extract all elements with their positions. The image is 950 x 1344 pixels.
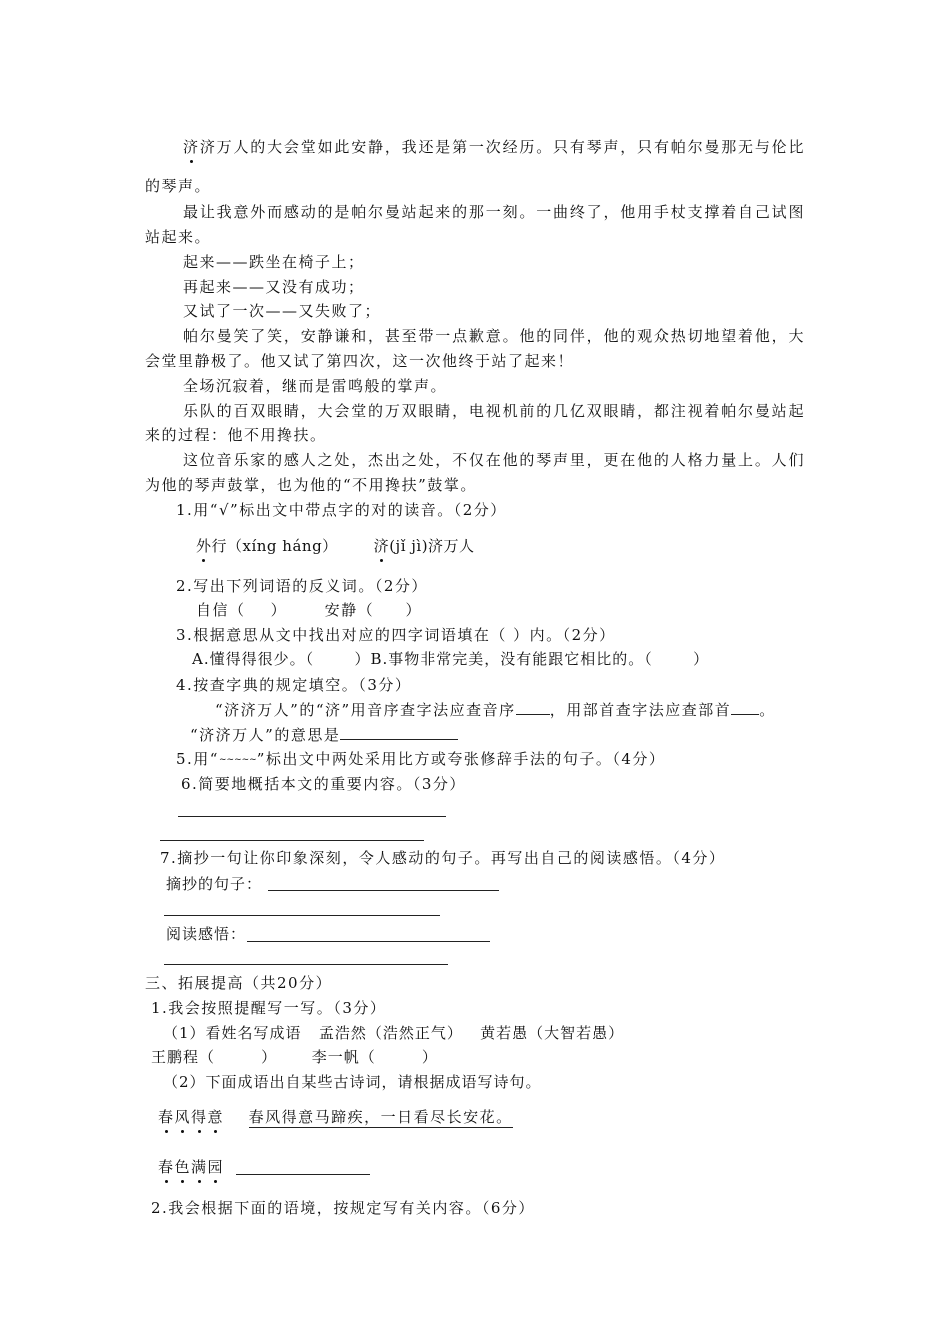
dotted-char: 外	[196, 537, 212, 555]
question-2: 2.写出下列词语的反义词。（2分）	[176, 577, 428, 595]
passage-line: 全场沉寂着，继而是雷鸣般的掌声。	[183, 377, 448, 395]
q1-options	[196, 535, 475, 557]
question-4: 4.按查字典的规定填空。（3分）	[176, 676, 412, 694]
answer-blank[interactable]	[516, 700, 550, 715]
dotted-char: 得	[191, 1108, 208, 1126]
idiom-row-2	[158, 1156, 224, 1178]
dotted-char: 意	[207, 1108, 225, 1126]
answer-blank[interactable]	[340, 725, 458, 740]
dotted-char: 春	[158, 1108, 175, 1126]
q1-option-2: (jǐ jì)济万人	[389, 537, 475, 555]
idiom-2	[158, 1158, 224, 1176]
s3-item-1-2: （2）下面成语出自某些古诗词，请根据成语写诗句。	[163, 1073, 542, 1091]
passage-text: 济万人的大会堂如此安静，我还是第一次经历。只有琴声，只有帕尔曼那无与伦比	[199, 138, 805, 156]
passage-line: 帕尔曼笑了笑，安静谦和，甚至带一点歉意。他的同伴，他的观众热切地望着他，大	[183, 327, 805, 345]
s3-item-1: 1.我会按照提醒写一写。（3分）	[151, 999, 387, 1017]
s3-item-1-1: （1）看姓名写成语 孟浩然（浩然正气） 黄若愚（大智若愚）	[163, 1024, 625, 1042]
question-6: 6.简要地概括本文的重要内容。（3分）	[181, 775, 466, 793]
s3-item-2: 2.我会根据下面的语境，按规定写有关内容。（6分）	[151, 1199, 535, 1217]
dotted-char: 风	[174, 1108, 192, 1126]
q2-items: 自信（ ） 安静（ ）	[196, 601, 423, 619]
answer-line[interactable]	[164, 915, 440, 916]
passage-line: 站起来。	[145, 228, 212, 246]
passage-line: 起来——跌坐在椅子上；	[183, 253, 365, 271]
answer-line[interactable]	[247, 941, 490, 942]
idiom-row-1	[158, 1106, 513, 1128]
answer-line[interactable]	[164, 964, 448, 965]
dotted-char: 园	[207, 1158, 225, 1176]
passage-line: 的琴声。	[145, 177, 212, 195]
answer-line[interactable]	[160, 840, 424, 841]
answer-line[interactable]	[178, 816, 446, 817]
q5-text: 5.用“	[176, 750, 219, 768]
q4-text: 。	[759, 701, 776, 719]
dotted-char: 满	[191, 1158, 208, 1176]
dotted-char: 济	[183, 138, 200, 156]
passage-line: 这位音乐家的感人之处，杰出之处，不仅在他的琴声里，更在他的人格力量上。人们	[183, 451, 805, 469]
passage-line: 再起来——又没有成功；	[183, 278, 365, 296]
question-5	[176, 748, 665, 771]
dotted-char: 济	[373, 537, 390, 555]
answer-line[interactable]	[268, 890, 499, 891]
answer-line[interactable]	[236, 1174, 370, 1175]
passage-line: 会堂里静极了。他又试了第四次，这一次他终于站了起来！	[145, 352, 575, 370]
q3-items: A.懂得得很少。（ ）B.事物非常完美，没有能跟它相比的。（ ）	[192, 650, 710, 668]
question-1: 1.用“√”标出文中带点字的对的读音。（2分）	[176, 501, 507, 519]
dotted-char: 春	[158, 1158, 175, 1176]
idiom-1	[158, 1108, 230, 1126]
wavy-mark: ~~~~~	[218, 755, 257, 765]
section-title: 三、拓展提高（共20分）	[145, 974, 333, 992]
idiom-1-answer[interactable]: 春风得意马蹄疾，一日看尽长安花。	[248, 1108, 513, 1126]
passage-line: 乐队的百双眼睛，大会堂的万双眼睛，电视机前的几亿双眼睛，都注视着帕尔曼站起	[183, 402, 805, 420]
passage-line: 为他的琴声鼓掌，也为他的“不用搀扶”鼓掌。	[145, 476, 477, 494]
question-3: 3.根据意思从文中找出对应的四字词语填在（ ）内。（2分）	[176, 626, 616, 644]
q7-copy-label: 摘抄的句子：	[166, 875, 263, 893]
passage-line: 又试了一次——又失败了；	[183, 302, 382, 320]
q5-text: ”标出文中两处采用比方或夸张修辞手法的句子。（4分）	[256, 750, 666, 768]
q4-text: “济济万人”的意思是	[190, 726, 341, 744]
passage-line	[183, 136, 805, 158]
q4-line-2	[190, 724, 458, 746]
passage-line: 最让我意外而感动的是帕尔曼站起来的那一刻。一曲终了，他用手杖支撑着自己试图	[183, 203, 805, 221]
q4-text: “济济万人”的“济”用音序查字法应查音序	[215, 701, 516, 719]
s3-item-1-1b: 王鹏程（ ） 李一帆（ ）	[151, 1048, 438, 1066]
q1-option-1: 行（xíng háng）	[211, 537, 338, 555]
q4-text: ，用部首查字法应查部首	[549, 701, 732, 719]
answer-blank[interactable]	[731, 700, 759, 715]
question-7: 7.摘抄一句让你印象深刻，令人感动的句子。再写出自己的阅读感悟。（4分）	[160, 849, 726, 867]
q4-line-1	[215, 699, 776, 721]
q7-feel-label: 阅读感悟：	[166, 925, 247, 943]
dotted-char: 色	[174, 1158, 192, 1176]
passage-line: 来的过程：他不用搀扶。	[145, 426, 327, 444]
